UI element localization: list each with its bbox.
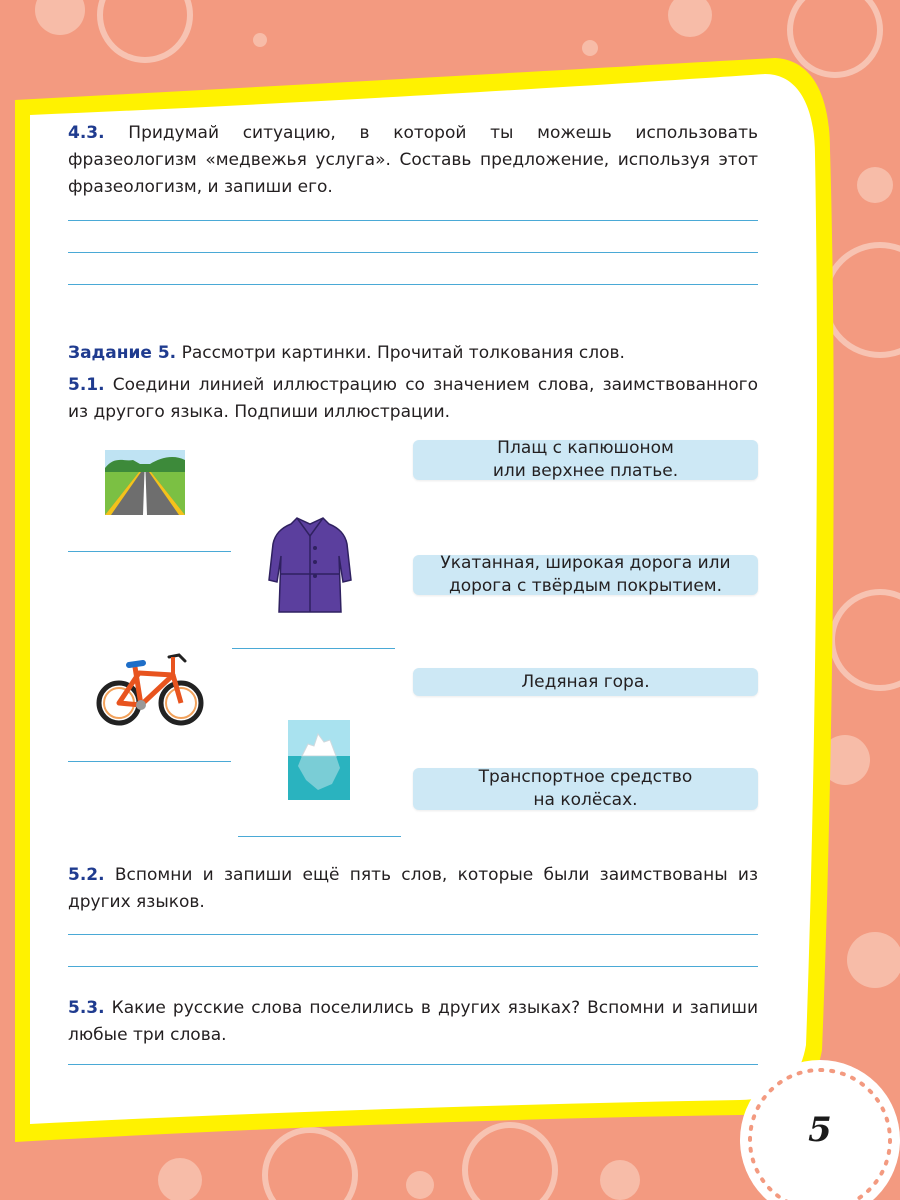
definition-text: Укатанная, широкая дорога или дорога с твёрдым покрытием. bbox=[440, 553, 731, 596]
definition-text: Ледяная гора. bbox=[521, 671, 650, 692]
answer-line[interactable] bbox=[68, 966, 758, 967]
task-5-1-text: Соедини линией иллюстрацию со значением слова, заимствованного из другого языка. Подпиши иллюстрации. bbox=[68, 375, 758, 422]
task-5-intro: Рассмотри картинки. Прочитай толкования слов. bbox=[181, 343, 625, 363]
road-picture bbox=[105, 450, 185, 515]
caption-line-coat[interactable] bbox=[232, 648, 395, 649]
answer-line[interactable] bbox=[68, 220, 758, 221]
task-4-3-text: Придумай ситуацию, в которой ты можешь использовать фразеологизм «медвежья услуга». Составь предложение, используя этот фразеологизм, и запиши его. bbox=[68, 123, 758, 197]
answer-line[interactable] bbox=[68, 934, 758, 935]
iceberg-picture bbox=[288, 720, 350, 800]
definition-card-4[interactable] bbox=[413, 768, 758, 810]
task-5-3 bbox=[68, 995, 758, 1049]
caption-line-road[interactable] bbox=[68, 551, 231, 552]
task-4-3-number: 4.3. bbox=[68, 123, 105, 143]
definition-card-2[interactable] bbox=[413, 555, 758, 595]
definition-text: Плащ с капюшоном или верхнее платье. bbox=[492, 438, 679, 481]
coat-picture bbox=[265, 514, 355, 614]
caption-line-iceberg[interactable] bbox=[238, 836, 401, 837]
task-5-heading bbox=[68, 340, 758, 367]
task-5-2-text: Вспомни и запиши ещё пять слов, которые были заимствованы из других языков. bbox=[68, 865, 758, 912]
task-5-3-text: Какие русские слова поселились в других языках? Вспомни и запиши любые три слова. bbox=[68, 998, 758, 1045]
caption-line-bicycle[interactable] bbox=[68, 761, 231, 762]
page-number: 5 bbox=[808, 1110, 832, 1150]
definition-card-3[interactable] bbox=[413, 668, 758, 696]
task-4-3 bbox=[68, 120, 758, 201]
task-5-1 bbox=[68, 372, 758, 426]
bicycle-picture bbox=[95, 645, 205, 730]
task-5-2-number: 5.2. bbox=[68, 865, 105, 885]
task-5-title: Задание 5. bbox=[68, 343, 177, 363]
answer-line[interactable] bbox=[68, 252, 758, 253]
definition-text: Транспортное средство на колёсах. bbox=[478, 767, 693, 810]
task-5-3-number: 5.3. bbox=[68, 998, 105, 1018]
answer-line[interactable] bbox=[68, 284, 758, 285]
definition-card-1[interactable] bbox=[413, 440, 758, 480]
task-5-1-number: 5.1. bbox=[68, 375, 105, 395]
task-5-2 bbox=[68, 862, 758, 916]
answer-line[interactable] bbox=[68, 1064, 758, 1065]
